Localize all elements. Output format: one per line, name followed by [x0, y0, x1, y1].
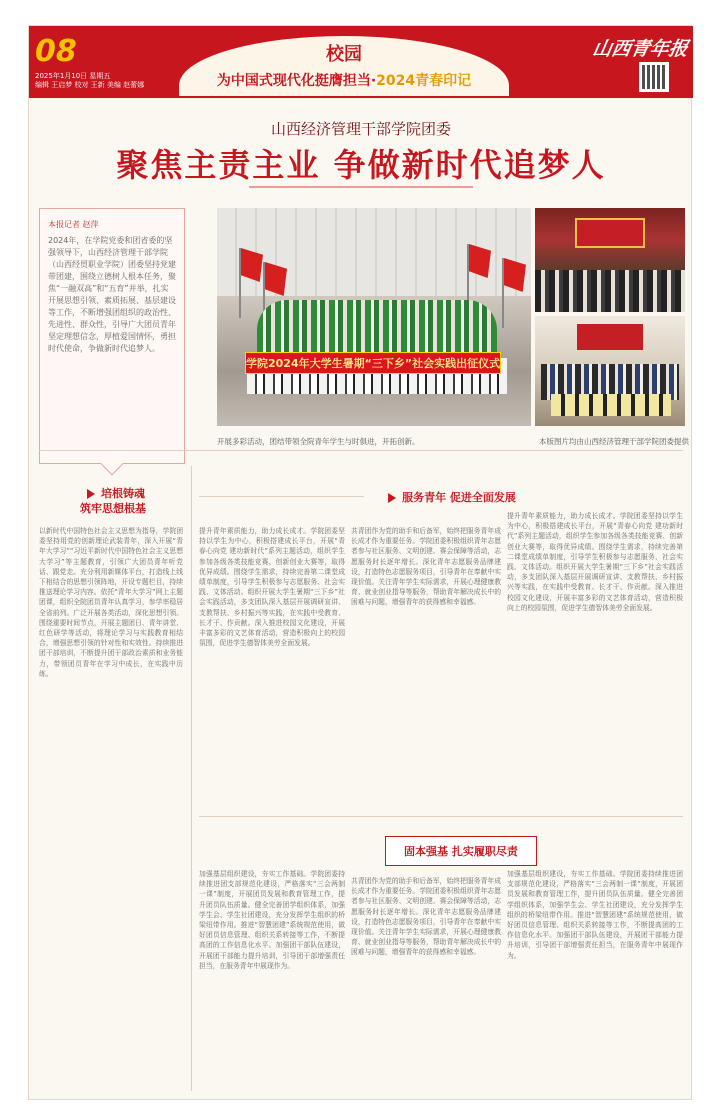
newspaper-page: [28, 25, 692, 1100]
group-seated: [551, 394, 671, 416]
arrow-right-icon: [388, 493, 396, 503]
editor-text: 编辑 王启梦 校对 王新 美编 赵蕾娜: [35, 81, 145, 89]
photo-credit: 本版图片均由山西经济管理干部学院团委提供: [539, 437, 689, 446]
intro-pointer: [101, 453, 124, 476]
photo-caption: 开展多彩活动，团结带领全院青年学生与时俱进，开拓创新。: [217, 437, 420, 446]
divider: [199, 496, 364, 497]
section-heading-line1: 培根铸魂: [101, 487, 145, 500]
headline-divider: [249, 186, 473, 188]
meeting-attendees: [535, 270, 685, 312]
flagpole: [502, 258, 504, 328]
article-column-2: 提升青年素质能力，助力成长成才。学院团委坚持以学生为中心，积极搭建成长平台，开展“青春心向党 建功新时代”系列主题活动，组织学生参加各级各类技能竞赛、创新创业大赛等，取得优异成绩。围绕学生需求，持续完善第二课堂成绩单制度，引导学生积极参与志愿服务、社会实践、文体活动。组织开展大学生暑期“三下乡”社会实践活动，多支团队深入基层开展调研宣讲、支教帮扶、乡村振兴等实践，在实践中受教育、长才干、作贡献。深入推进校园文化建设，开展丰富多彩的文艺体育活动，营造积极向上的校园氛围，促进学生德智体美劳全面发展。: [199, 527, 345, 648]
meeting-screen: [575, 218, 645, 248]
article-column-5: 加强基层组织建设，夯实工作基础。学院团委持续推进团支部规范化建设，严格落实“三会两制一课”制度，开展团员发展和教育管理工作，提升团员队伍质量。健全完善团学组织体系，加强学生会、学生社团建设，充分发挥学生组织的桥梁纽带作用。推进“智慧团建”系统规范使用，做好团员信息管理、组织关系转接等工作，不断提高团的工作信息化水平。加强团干部队伍建设，开展团干部能力提升培训，引导团干部增强责任担当，在服务青年中展现作为。: [199, 870, 345, 970]
photo-banner: 学院2024年大学生暑期“三下乡”社会实践出征仪式: [245, 352, 501, 374]
page-header: [29, 26, 693, 98]
date-editor-line: [35, 72, 195, 90]
section-heading-service: [369, 489, 529, 505]
slogan-highlight: 2024青春印记: [376, 73, 472, 89]
section-title: 校园: [326, 44, 362, 65]
article-column-6: 共青团作为党的助手和后备军，始终把服务青年成长成才作为重要任务。学院团委积极组织青年志愿者参与社区服务、文明创建、赛会保障等活动，志愿服务时长逐年增长。深化青年志愿服务品牌建设，打造特色志愿服务项目，引导青年在奉献中实现价值。关注青年学生实际需求，开展心理健康教育、就业创业指导等服务，帮助青年解决成长中的困难与问题，增强青年的获得感和幸福感。: [351, 877, 501, 957]
group-photo: [535, 316, 685, 426]
divider: [39, 450, 683, 451]
flagpole: [239, 248, 241, 318]
arrow-right-icon: [87, 489, 95, 499]
intro-box: [39, 208, 185, 464]
page-number: 08: [35, 34, 77, 69]
article-column-7: 加强基层组织建设，夯实工作基础。学院团委持续推进团支部规范化建设，严格落实“三会两制一课”制度，开展团员发展和教育管理工作，提升团员队伍质量。健全完善团学组织体系，加强学生会、学生社团建设，充分发挥学生组织的桥梁纽带作用。推进“智慧团建”系统规范使用，做好团员信息管理、组织关系转接等工作，不断提高团的工作信息化水平。加强团干部队伍建设，开展团干部能力提升培训，引导团干部增强责任担当，在服务青年中展现作为。: [507, 870, 683, 960]
divider: [199, 816, 683, 817]
date-text: 2025年1月10日 星期五: [35, 72, 111, 80]
section-heading-base: [385, 836, 537, 866]
article-column-1: 以新时代中国特色社会主义思想为指导，学院团委坚持用党的创新理论武装青年，深入开展“青年大学习”“习近平新时代中国特色社会主义思想大学习”等主题教育，引领广大团员青年听党话、跟党走。充分利用新媒体平台，打造线上线下相结合的思想引领阵地，开设专题栏目，持续推送理论学习内容。依托“青年大学习”网上主题团课，组织全院团员青年认真学习，参学率稳居全省前列。广泛开展各类活动，深化思想引领。围绕重要时间节点，开展主题团日、青年讲堂、红色研学等活动，将理论学习与实践教育相结合，增强思想引领的针对性和实效性。持续推进团干部培训，不断提升团干部政治素质和业务能力，带领团员青年在学习中成长，在实践中历练。: [39, 527, 183, 678]
intro-text: 2024年，在学院党委和团省委的坚强领导下，山西经济管理干部学院（山西经贸职业学院）团委坚持党建带团建，围绕立德树人根本任务，聚焦“一融双高”和“五育”并举，扎实开展思想引领、素质拓展、基层建设等工作，不断增强团组织的政治性、先进性、群众性，引导广大团员青年坚定理想信念，厚植爱国情怀，勇担时代使命，争做新时代追梦人。: [48, 236, 176, 353]
section-heading-roots: [53, 486, 173, 516]
article-column-4: 提升青年素质能力，助力成长成才。学院团委坚持以学生为中心，积极搭建成长平台，开展“青春心向党 建功新时代”系列主题活动，组织学生参加各级各类技能竞赛、创新创业大赛等，取得优异成绩。围绕学生需求，持续完善第二课堂成绩单制度，引导学生积极参与志愿服务、社会实践、文体活动。组织开展大学生暑期“三下乡”社会实践活动，多支团队深入基层开展调研宣讲、支教帮扶、乡村振兴等实践，在实践中受教育、长才干、作贡献。深入推进校园文化建设，开展丰富多彩的文艺体育活动，营造积极向上的校园氛围，促进学生德智体美劳全面发展。: [507, 512, 683, 612]
section-heading-line2: 筑牢思想根基: [80, 502, 146, 515]
header-slogan: [179, 70, 509, 90]
byline: 本报记者 赵萍: [48, 220, 99, 229]
section-heading-text: 服务青年 促进全面发展: [402, 491, 516, 504]
column-rule: [191, 466, 192, 1091]
meeting-photo: [535, 208, 685, 312]
newspaper-logo: 山西青年报: [590, 38, 690, 60]
main-photo: [217, 208, 531, 426]
article-column-3: 共青团作为党的助手和后备军，始终把服务青年成长成才作为重要任务。学院团委积极组织青年志愿者参与社区服务、文明创建、赛会保障等活动，志愿服务时长逐年增长。深化青年志愿服务品牌建设，打造特色志愿服务项目，引导青年在奉献中实现价值。关注青年学生实际需求，开展心理健康教育、就业创业指导等服务，帮助青年解决成长中的困难与问题，增强青年的获得感和幸福感。: [351, 527, 501, 607]
article-headline: 聚焦主责主业 争做新时代追梦人: [116, 146, 606, 184]
section-heading-text: 固本强基 扎实履职尽责: [404, 845, 518, 858]
qr-code-icon[interactable]: [639, 62, 669, 92]
article-department: 山西经济管理干部学院团委: [270, 120, 451, 138]
slogan-main: 为中国式现代化挺膺担当·: [216, 73, 377, 89]
group-photo-screen: [577, 324, 643, 350]
